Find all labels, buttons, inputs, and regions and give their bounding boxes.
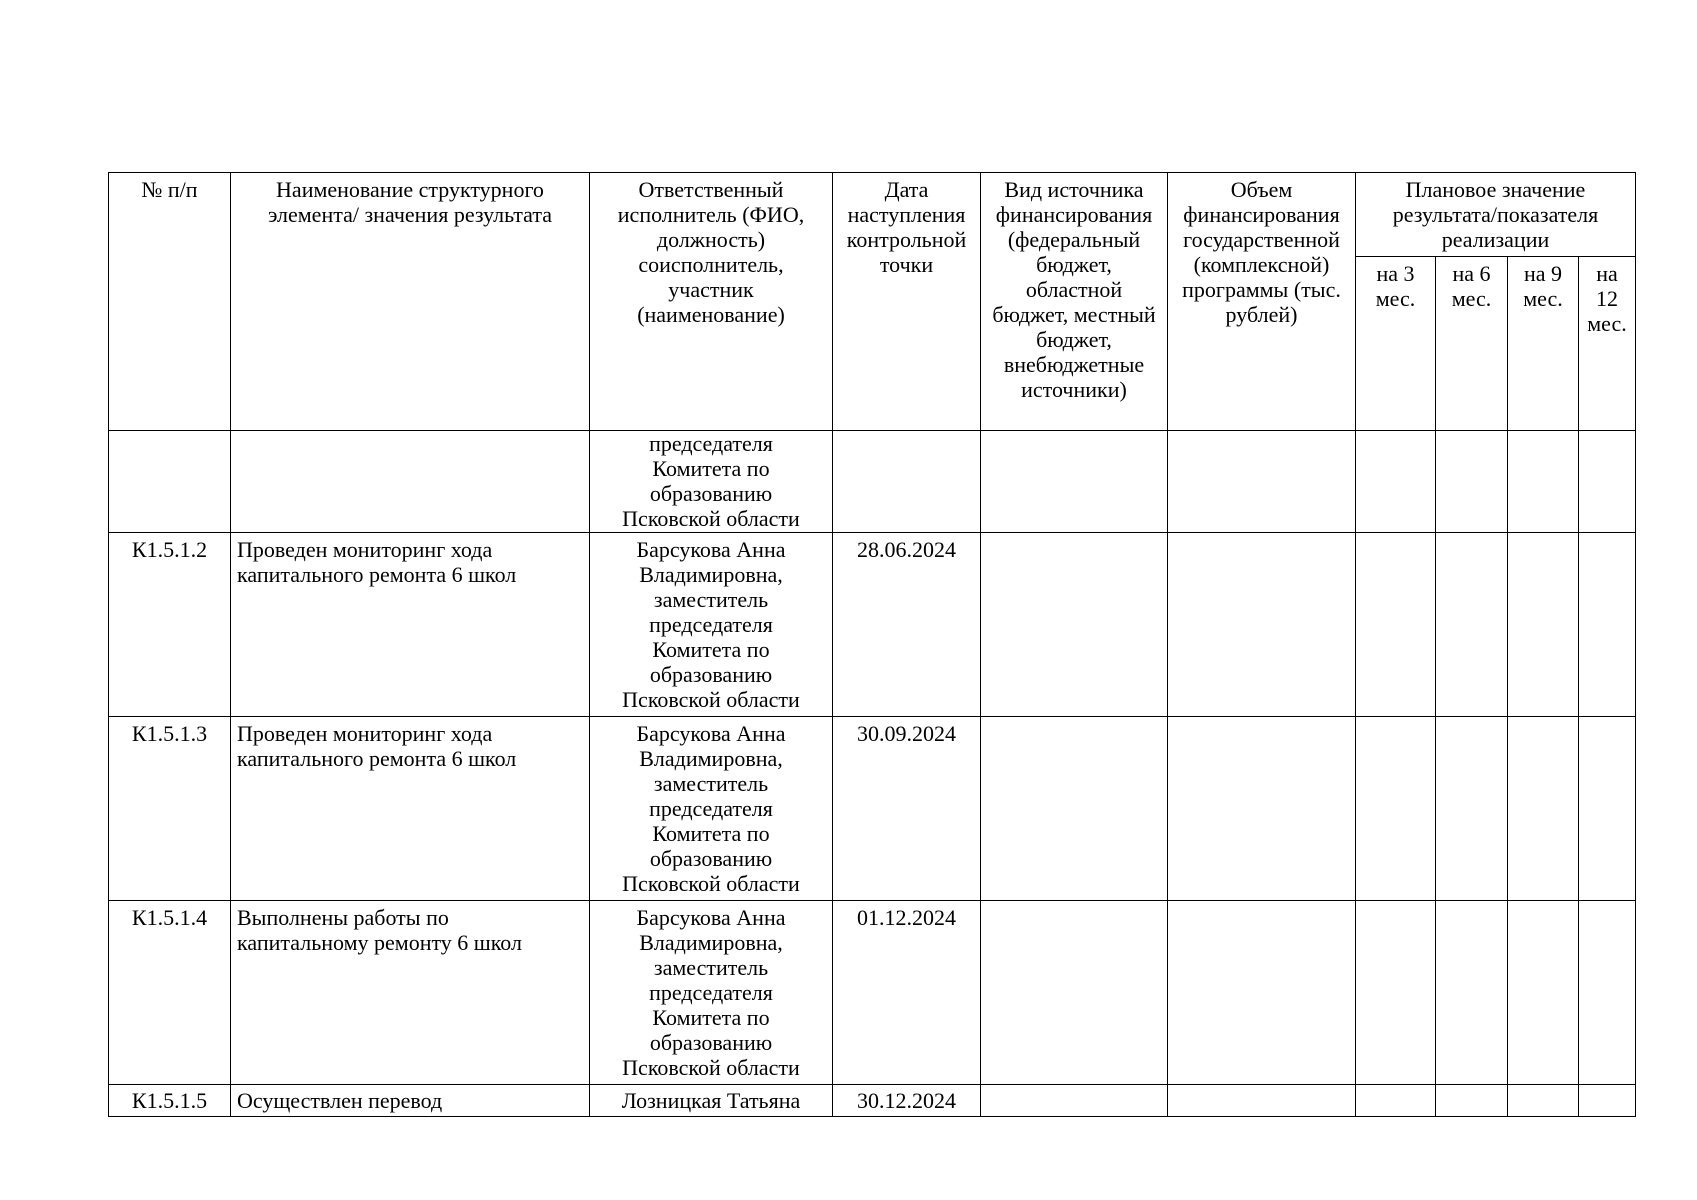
header-source: Вид источника финансирования (федеральный бюджет, областной бюджет, местный бюджет, внебюджетные источники) <box>981 173 1168 431</box>
cell-date: 30.09.2024 <box>833 717 981 901</box>
cell-name <box>231 431 590 533</box>
cell-volume <box>1168 533 1356 717</box>
cell-responsible: Барсукова Анна Владимировна, заместитель председателя Комитета по образованию Псковской области <box>590 533 833 717</box>
header-m12: на 12 мес. <box>1579 257 1636 431</box>
cell-m12 <box>1579 1085 1636 1117</box>
header-volume: Объем финансирования государственной (комплексной) программы (тыс. рублей) <box>1168 173 1356 431</box>
cell-m12 <box>1579 533 1636 717</box>
cell-m6 <box>1436 1085 1508 1117</box>
cell-m3 <box>1356 717 1436 901</box>
cell-num: К1.5.1.5 <box>109 1085 231 1117</box>
table-row <box>109 901 1636 1085</box>
cell-m6 <box>1436 533 1508 717</box>
cell-m3 <box>1356 1085 1436 1117</box>
cell-volume <box>1168 717 1356 901</box>
cell-responsible: председателя Комитета по образованию Псковской области <box>590 431 833 533</box>
cell-m9 <box>1508 1085 1579 1117</box>
cell-source <box>981 533 1168 717</box>
cell-m6 <box>1436 717 1508 901</box>
cell-source <box>981 717 1168 901</box>
cell-volume <box>1168 1085 1356 1117</box>
header-m6: на 6 мес. <box>1436 257 1508 431</box>
cell-m3 <box>1356 533 1436 717</box>
cell-date: 28.06.2024 <box>833 533 981 717</box>
table-header-row <box>109 173 1636 257</box>
cell-name: Осуществлен перевод <box>231 1085 590 1117</box>
cell-volume <box>1168 431 1356 533</box>
table-row <box>109 717 1636 901</box>
table-row <box>109 1085 1636 1117</box>
cell-m6 <box>1436 431 1508 533</box>
cell-num <box>109 431 231 533</box>
cell-m12 <box>1579 431 1636 533</box>
header-responsible: Ответственный исполнитель (ФИО, должность) соисполнитель, участник (наименование) <box>590 173 833 431</box>
table-row <box>109 533 1636 717</box>
cell-source <box>981 901 1168 1085</box>
plan-table <box>108 172 1636 1117</box>
cell-num: К1.5.1.3 <box>109 717 231 901</box>
header-name: Наименование структурного элемента/ значения результата <box>231 173 590 431</box>
cell-m9 <box>1508 901 1579 1085</box>
cell-date: 30.12.2024 <box>833 1085 981 1117</box>
cell-source <box>981 431 1168 533</box>
cell-m3 <box>1356 431 1436 533</box>
cell-m9 <box>1508 717 1579 901</box>
cell-num: К1.5.1.2 <box>109 533 231 717</box>
cell-name: Проведен мониторинг хода капитального ремонта 6 школ <box>231 533 590 717</box>
cell-m12 <box>1579 717 1636 901</box>
cell-responsible: Барсукова Анна Владимировна, заместитель председателя Комитета по образованию Псковской области <box>590 717 833 901</box>
cell-m3 <box>1356 901 1436 1085</box>
cell-name: Проведен мониторинг хода капитального ремонта 6 школ <box>231 717 590 901</box>
header-planned: Плановое значение результата/показателя реализации <box>1356 173 1636 257</box>
cell-num: К1.5.1.4 <box>109 901 231 1085</box>
cell-date <box>833 431 981 533</box>
cell-m9 <box>1508 431 1579 533</box>
cell-name: Выполнены работы по капитальному ремонту 6 школ <box>231 901 590 1085</box>
cell-responsible: Барсукова Анна Владимировна, заместитель председателя Комитета по образованию Псковской области <box>590 901 833 1085</box>
header-m9: на 9 мес. <box>1508 257 1579 431</box>
cell-volume <box>1168 901 1356 1085</box>
cell-source <box>981 1085 1168 1117</box>
header-date: Дата наступления контрольной точки <box>833 173 981 431</box>
cell-date: 01.12.2024 <box>833 901 981 1085</box>
cell-m9 <box>1508 533 1579 717</box>
cell-responsible: Лозницкая Татьяна <box>590 1085 833 1117</box>
header-m3: на 3 мес. <box>1356 257 1436 431</box>
cell-m12 <box>1579 901 1636 1085</box>
cell-m6 <box>1436 901 1508 1085</box>
table-row <box>109 431 1636 533</box>
header-num: № п/п <box>109 173 231 431</box>
